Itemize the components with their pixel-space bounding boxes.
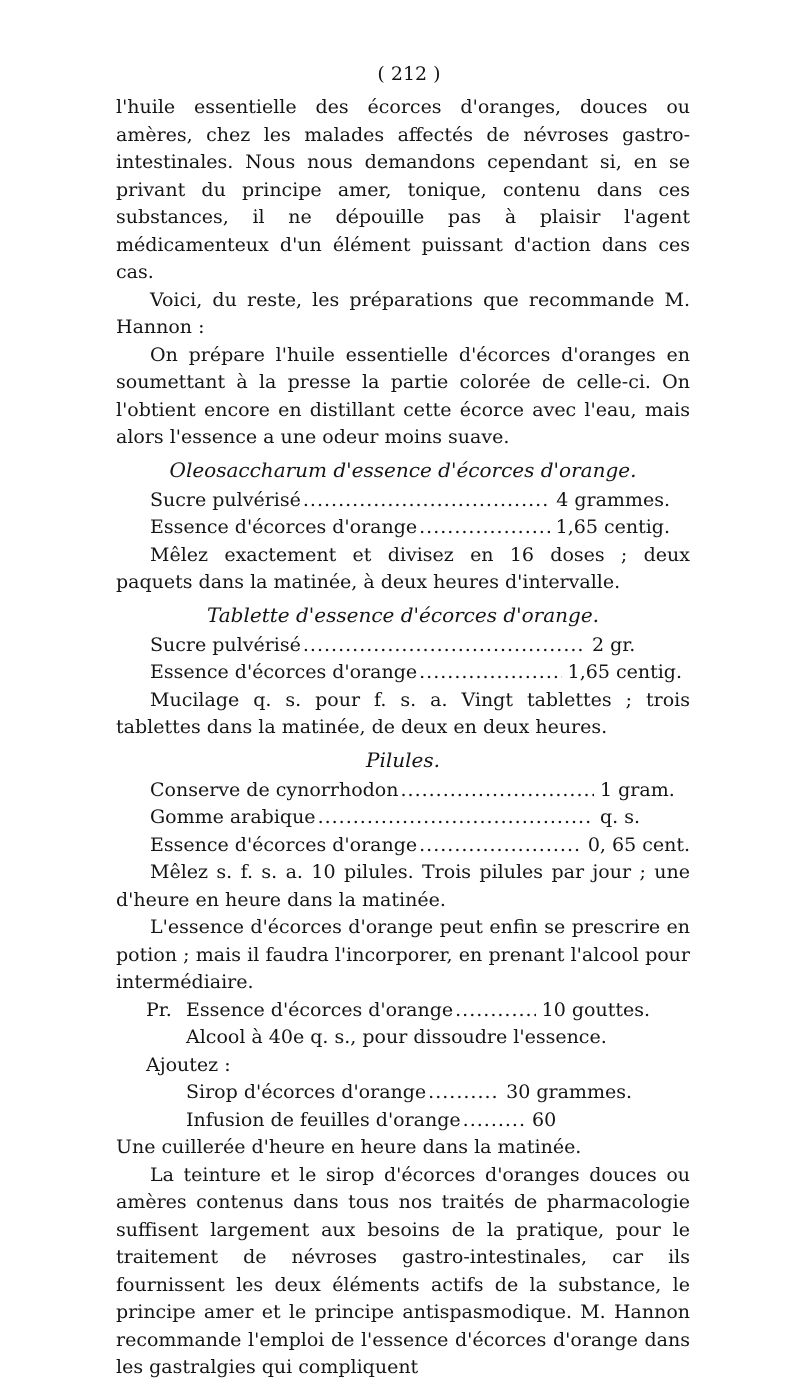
ingredient-quantity: 1,65 centig. — [555, 516, 670, 538]
ingredient-name: Infusion de feuilles d'orange — [186, 1108, 461, 1131]
ingredient-name: Sirop d'écorces d'orange — [186, 1081, 427, 1103]
dot-leader — [419, 514, 549, 542]
paragraph-method: On prépare l'huile essentielle d'écorces d'oranges en soumettant à la presse la partie colorée de celle-ci. On l'obtient encore en distillant cette écorce avec l'eau, mais alors l'essence a une odeur moins suave. — [116, 343, 690, 448]
dot-leader — [463, 1107, 526, 1135]
add-label: Ajoutez : — [146, 1053, 231, 1076]
ingredient-name: Essence d'écorces d'orange — [150, 833, 418, 856]
recipe-ingredient — [116, 487, 690, 515]
recipe-ingredient — [116, 632, 690, 660]
paragraph-intro: l'huile essentielle des écorces d'oranges, douces ou amères, chez les malades affectés de névroses gastro-intestinales. Nous nous demandons cependant si, en se privant du principe amer, tonique, contenu dans ces substances, il ne dépouille pas à plaisir l'agent médicamenteux d'un élément puissant d'action dans ces cas. — [116, 96, 690, 283]
dot-leader — [318, 804, 594, 832]
paragraph-conclusion: La teinture et le sirop d'écorces d'oranges douces ou amères contenus dans tous nos traités de pharmacologie suffisent largement aux besoins de la pratique, pour le traitement de névroses gastro-intestinales, car ils fournissent les deux éléments actifs de la substance, le principe amer et le principe antispasmodique. M. Hannon recommande l'emploi de l'essence d'écorces d'orange dans les gastralgies qui compliquent — [116, 1163, 690, 1378]
paragraph-potion: L'essence d'écorces d'orange peut enfin se prescrire en potion ; mais il faudra l'incorporer, en prenant l'alcool pour intermédiaire. — [116, 916, 690, 993]
page-number: ( 212 ) — [377, 63, 441, 85]
ingredient-name: Essence d'écorces d'orange — [150, 516, 418, 538]
dot-leader — [419, 832, 582, 860]
ingredient-quantity: 1 gram. — [600, 778, 675, 801]
ingredient-quantity: 2 gr. — [592, 633, 636, 656]
ingredient-quantity: 1,65 centig. — [567, 661, 682, 683]
ingredient-quantity: 60 — [532, 1108, 557, 1131]
ingredient-quantity: 30 grammes. — [506, 1081, 632, 1103]
ingredient-quantity: 4 grammes. — [556, 488, 670, 511]
ingredient-name: Sucre pulvérisé — [150, 633, 301, 656]
recipe-title: Tablette d'essence d'écorces d'orange. — [206, 602, 600, 627]
recipe-ingredient — [116, 804, 690, 832]
recipe-directions: Mêlez exactement et divisez en 16 doses ; deux paquets dans la matinée, à deux heures d'intervalle. — [116, 543, 690, 593]
ingredient-name: Gomme arabique — [150, 806, 316, 828]
recipe-tablette — [116, 600, 690, 742]
recipe-title: Oleosaccharum d'essence d'écorces d'orange. — [169, 457, 637, 482]
recipe-oleosaccharum — [116, 455, 690, 597]
dot-leader — [455, 997, 536, 1025]
ingredient-quantity: 0, 65 cent. — [587, 833, 690, 856]
alcohol-line: Alcool à 40e q. s., pour dissoudre l'essence. — [186, 1026, 607, 1048]
dot-leader — [400, 777, 594, 805]
recipe-ingredient — [116, 997, 690, 1025]
recipe-ingredient — [116, 659, 690, 687]
recipe-ingredient — [116, 1107, 690, 1135]
dot-leader — [303, 632, 586, 660]
dot-leader — [419, 659, 561, 687]
dot-leader — [303, 487, 550, 515]
recipe-directions: Une cuillerée d'heure en heure dans la matinée. — [116, 1136, 582, 1158]
ingredient-quantity: q. s. — [600, 806, 641, 828]
dot-leader — [428, 1079, 500, 1107]
recipe-ingredient — [116, 1079, 690, 1107]
ingredient-name: Essence d'écorces d'orange — [150, 661, 418, 683]
prescription-label: Pr. — [146, 998, 172, 1021]
recipe-title: Pilules. — [366, 747, 440, 772]
ingredient-name: Essence d'écorces d'orange — [186, 998, 454, 1021]
ingredient-name: Sucre pulvérisé — [150, 488, 301, 511]
recipe-directions: Mucilage q. s. pour f. s. a. Vingt tablettes ; trois tablettes dans la matinée, de deux en deux heures. — [116, 688, 690, 738]
recipe-ingredient — [116, 777, 690, 805]
recipe-pilules — [116, 745, 690, 915]
ingredient-quantity: 10 gouttes. — [541, 998, 650, 1021]
recipe-ingredient — [116, 832, 690, 860]
recipe-potion — [116, 997, 690, 1162]
paragraph-preparations: Voici, du reste, les préparations que recommande M. Hannon : — [116, 288, 690, 338]
recipe-ingredient — [116, 514, 690, 542]
ingredient-name: Conserve de cynorrhodon — [150, 778, 399, 801]
recipe-directions: Mêlez s. f. s. a. 10 pilules. Trois pilules par jour ; une d'heure en heure dans la matinée. — [116, 861, 690, 911]
